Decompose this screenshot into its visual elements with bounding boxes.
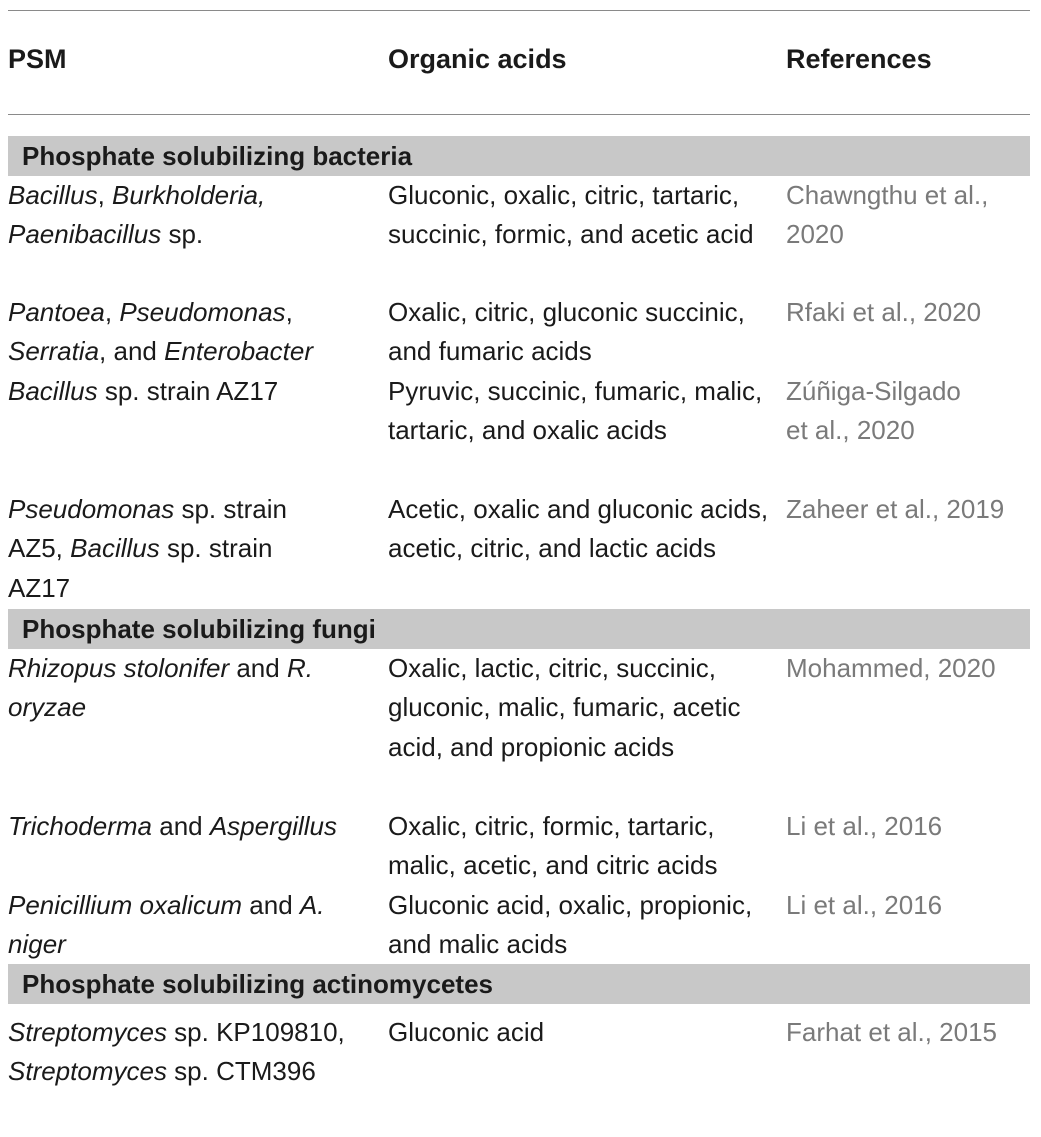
psm-segment: and xyxy=(242,890,300,920)
psm-segment: Bacillus xyxy=(8,180,98,210)
psm-segment: sp. strain AZ5, xyxy=(8,494,287,564)
reference-cell: Mohammed, 2020 xyxy=(786,653,996,683)
reference-cell: Li et al., 2016 xyxy=(786,890,943,920)
psm-cell xyxy=(8,372,378,411)
psm-segment: , xyxy=(97,180,113,210)
psm-segment: Pseudomonas xyxy=(8,494,175,524)
psm-segment: Serratia xyxy=(8,336,100,367)
psm-segment: Pantoea xyxy=(8,297,105,327)
acids-cell: Oxalic, citric, gluconic succinic, and fumaric acids xyxy=(388,297,745,367)
psm-segment: Streptomyces xyxy=(8,1017,167,1047)
psm-segment: Pseudomonas xyxy=(119,297,286,327)
psm-segment: and xyxy=(229,653,287,683)
header-references: References xyxy=(786,44,932,74)
header-rule xyxy=(8,114,1030,115)
reference-cell: Rfaki et al., 2020 xyxy=(786,297,982,327)
section-fungi xyxy=(8,609,1030,649)
acids-cell: Gluconic acid xyxy=(388,1017,545,1047)
psm-segment: , xyxy=(104,297,120,327)
reference-cell: Chawngthu et al., 2020 xyxy=(786,180,989,250)
psm-segment: Streptomyces xyxy=(8,1056,167,1087)
psm-segment: Burkholderia, xyxy=(112,180,266,210)
psm-segment: A. niger xyxy=(8,890,325,960)
psm-cell xyxy=(8,649,378,728)
section-bacteria xyxy=(8,136,1030,176)
psm-segment: Paenibacillus xyxy=(8,219,162,250)
psm-segment: , xyxy=(285,297,293,327)
psm-segment: Penicillium oxalicum xyxy=(8,890,243,920)
reference-cell: Zaheer et al., 2019 xyxy=(786,494,1005,524)
psm-segment: sp. xyxy=(161,219,204,250)
reference-cell: Zúñiga-Silgado et al., 2020 xyxy=(786,376,961,446)
psm-segment: sp. CTM396 xyxy=(166,1056,316,1087)
psm-cell xyxy=(8,1013,348,1092)
section-label: Phosphate solubilizing actinomycetes xyxy=(22,969,493,999)
psm-segment: Rhizopus stolonifer xyxy=(8,653,230,683)
psm-cell xyxy=(8,807,378,846)
psm-segment: R. oryzae xyxy=(8,653,313,723)
psm-segment: and xyxy=(152,811,210,841)
section-label: Phosphate solubilizing bacteria xyxy=(22,141,413,171)
psm-segment: Trichoderma xyxy=(8,811,153,841)
psm-segment: Bacillus xyxy=(70,533,160,564)
top-rule xyxy=(8,10,1030,11)
psm-cell xyxy=(8,490,328,608)
header-psm: PSM xyxy=(8,44,67,74)
psm-segment: Aspergillus xyxy=(209,811,338,841)
acids-cell: Gluconic, oxalic, citric, tartaric, succinic, formic, and acetic acid xyxy=(388,180,754,250)
section-label: Phosphate solubilizing fungi xyxy=(22,614,376,644)
psm-segment: sp. KP109810, xyxy=(166,1017,345,1047)
section-actinomycetes xyxy=(8,964,1030,1004)
psm-cell xyxy=(8,176,378,255)
psm-cell xyxy=(8,293,378,372)
psm-segment: Enterobacter xyxy=(164,336,313,367)
acids-cell: Oxalic, citric, formic, tartaric, malic, acetic, and citric acids xyxy=(388,811,718,881)
psm-segment: sp. strain AZ17 xyxy=(97,376,279,406)
psm-segment: , and xyxy=(99,336,165,367)
acids-cell: Acetic, oxalic and gluconic acids, acetic, citric, and lactic acids xyxy=(388,494,769,564)
reference-cell: Farhat et al., 2015 xyxy=(786,1017,998,1047)
reference-cell: Li et al., 2016 xyxy=(786,811,943,841)
acids-cell: Oxalic, lactic, citric, succinic, gluconic, malic, fumaric, acetic acid, and propionic acids xyxy=(388,653,741,762)
psm-segment: sp. strain AZ17 xyxy=(8,533,273,603)
acids-cell: Pyruvic, succinic, fumaric, malic, tartaric, and oxalic acids xyxy=(388,376,763,446)
acids-cell: Gluconic acid, oxalic, propionic, and malic acids xyxy=(388,890,753,960)
psm-cell xyxy=(8,886,378,965)
header-organic-acids: Organic acids xyxy=(388,44,567,74)
psm-segment: Bacillus xyxy=(8,376,98,406)
